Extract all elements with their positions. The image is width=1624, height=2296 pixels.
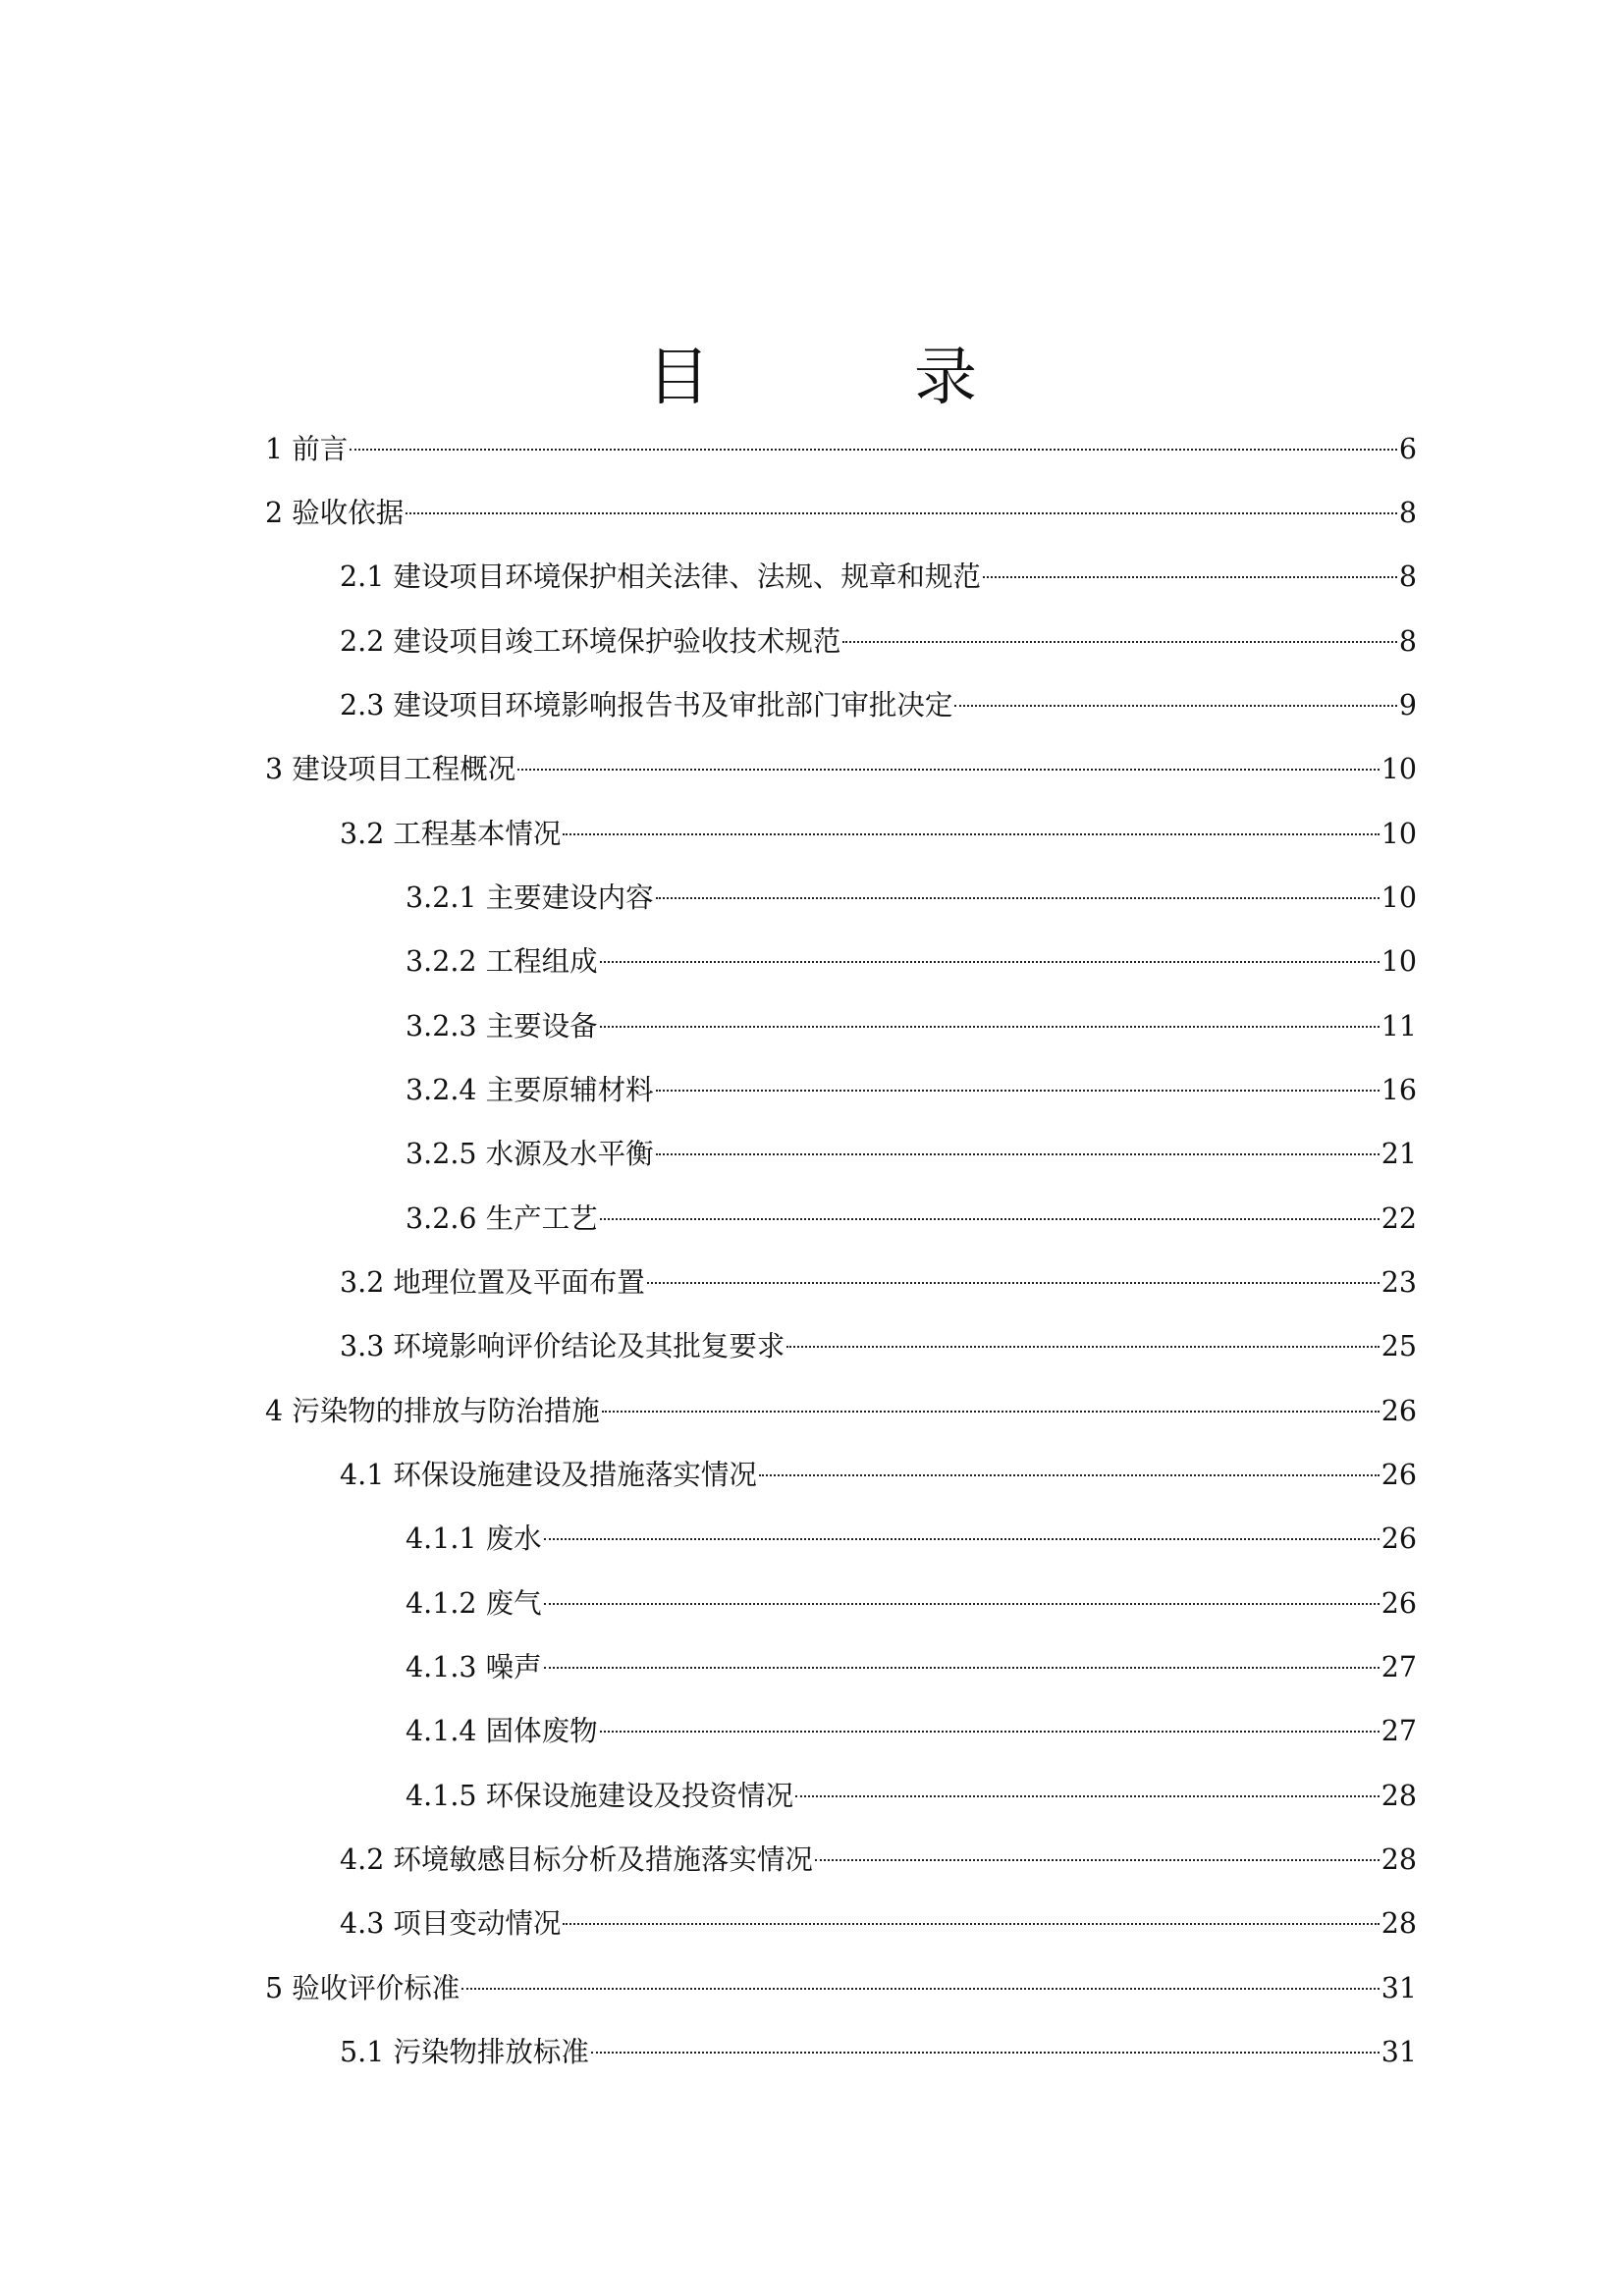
toc-entry[interactable] xyxy=(406,1065,1417,1116)
toc-page-number: 26 xyxy=(1380,1522,1417,1555)
toc-leader-dots xyxy=(983,576,1397,578)
toc-entry-label: 4.1.2 废气 xyxy=(406,1587,542,1620)
toc-leader-dots xyxy=(517,769,1380,771)
toc-page-number: 22 xyxy=(1380,1202,1417,1235)
toc-entry[interactable] xyxy=(406,936,1417,988)
toc-entry-label: 3.2.3 主要设备 xyxy=(406,1010,598,1042)
toc-entry[interactable] xyxy=(340,552,1417,603)
toc-page-number: 9 xyxy=(1398,689,1417,721)
toc-entry-label: 3.3 环境影响评价结论及其批复要求 xyxy=(340,1330,785,1362)
toc-page-number: 8 xyxy=(1398,497,1417,529)
toc-page-number: 28 xyxy=(1380,1843,1417,1876)
toc-leader-dots xyxy=(600,1731,1380,1733)
toc-entry[interactable] xyxy=(265,424,1417,475)
toc-entry-label: 4.1.3 噪声 xyxy=(406,1651,542,1683)
toc-leader-dots xyxy=(350,449,1397,451)
toc-entry[interactable] xyxy=(265,488,1417,539)
toc-entry[interactable] xyxy=(265,744,1417,795)
toc-page-number: 8 xyxy=(1398,625,1417,658)
toc-leader-dots xyxy=(842,641,1396,643)
toc-page-number: 10 xyxy=(1380,818,1417,850)
toc-leader-dots xyxy=(406,512,1397,514)
toc-page-number: 10 xyxy=(1380,753,1417,785)
toc-entry-label: 3.2.4 主要原辅材料 xyxy=(406,1074,654,1106)
toc-page-number: 16 xyxy=(1380,1074,1417,1106)
toc-leader-dots xyxy=(795,1795,1380,1797)
toc-page-number: 26 xyxy=(1380,1587,1417,1620)
toc-entry[interactable] xyxy=(406,1706,1417,1757)
toc-entry[interactable] xyxy=(406,873,1417,924)
toc-leader-dots xyxy=(563,833,1379,835)
toc-entry[interactable] xyxy=(265,1963,1417,2014)
toc-leader-dots xyxy=(602,1411,1380,1413)
toc-entry[interactable] xyxy=(406,1514,1417,1565)
toc-entry[interactable] xyxy=(406,1194,1417,1245)
toc-page-number: 25 xyxy=(1380,1330,1417,1362)
toc-entry[interactable] xyxy=(340,1450,1417,1501)
toc-page-number: 6 xyxy=(1398,433,1417,465)
toc-entry[interactable] xyxy=(406,1001,1417,1052)
toc-page-number: 27 xyxy=(1380,1715,1417,1747)
toc-entry-label: 3.2.5 水源及水平衡 xyxy=(406,1138,654,1170)
toc-leader-dots xyxy=(656,1153,1380,1155)
toc-entry-label: 2 验收依据 xyxy=(265,497,405,529)
toc-leader-dots xyxy=(544,1538,1380,1540)
toc-leader-dots xyxy=(656,1090,1380,1092)
toc-leader-dots xyxy=(759,1474,1380,1476)
toc-page-number: 21 xyxy=(1380,1138,1417,1170)
toc-entry-label: 2.3 建设项目环境影响报告书及审批部门审批决定 xyxy=(340,689,953,721)
toc-entry[interactable] xyxy=(340,1898,1417,1949)
toc-entry-label: 2.1 建设项目环境保护相关法律、法规、规章和规范 xyxy=(340,561,981,593)
toc-entry-label: 3.2 工程基本情况 xyxy=(340,818,562,850)
toc-title: 目 录 xyxy=(647,341,1048,414)
toc-entry[interactable] xyxy=(406,1642,1417,1693)
toc-leader-dots xyxy=(656,897,1380,899)
toc-entry-label: 3.2.6 生产工艺 xyxy=(406,1202,598,1235)
toc-entry[interactable] xyxy=(406,1771,1417,1822)
toc-leader-dots xyxy=(600,1218,1380,1220)
toc-page-number: 28 xyxy=(1380,1780,1417,1812)
toc-leader-dots xyxy=(600,961,1380,963)
toc-leader-dots xyxy=(591,2052,1380,2054)
toc-entry[interactable] xyxy=(340,680,1417,731)
toc-page-number: 23 xyxy=(1380,1266,1417,1299)
toc-entry[interactable] xyxy=(340,616,1417,667)
toc-entry-label: 4.3 项目变动情况 xyxy=(340,1907,562,1940)
toc-entry[interactable] xyxy=(340,809,1417,860)
toc-page-number: 10 xyxy=(1380,881,1417,914)
toc-leader-dots xyxy=(461,1988,1380,1990)
toc-page-number: 28 xyxy=(1380,1907,1417,1940)
toc-leader-dots xyxy=(600,1026,1380,1028)
toc-entry-label: 1 前言 xyxy=(265,433,349,465)
toc-page-number: 10 xyxy=(1380,945,1417,978)
toc-entry-label: 4.1.4 固体废物 xyxy=(406,1715,598,1747)
toc-page-number: 27 xyxy=(1380,1651,1417,1683)
toc-entry-label: 4 污染物的排放与防治措施 xyxy=(265,1395,600,1427)
toc-entry[interactable] xyxy=(406,1129,1417,1180)
toc-leader-dots xyxy=(815,1859,1380,1861)
toc-leader-dots xyxy=(954,705,1396,707)
toc-page-number: 26 xyxy=(1380,1395,1417,1427)
toc-entry-label: 4.1.1 废水 xyxy=(406,1522,542,1555)
toc-entry-label: 4.1.5 环保设施建设及投资情况 xyxy=(406,1780,794,1812)
toc-leader-dots xyxy=(563,1923,1379,1925)
toc-page-number: 31 xyxy=(1380,1972,1417,2004)
toc-leader-dots xyxy=(544,1603,1380,1605)
toc-entry-label: 2.2 建设项目竣工环境保护验收技术规范 xyxy=(340,625,841,658)
toc-entry-label: 5.1 污染物排放标准 xyxy=(340,2036,589,2068)
toc-leader-dots xyxy=(786,1346,1379,1348)
toc-entry-label: 3.2 地理位置及平面布置 xyxy=(340,1266,645,1299)
toc-entry[interactable] xyxy=(340,2027,1417,2078)
toc-page-number: 26 xyxy=(1380,1459,1417,1491)
toc-page-number: 8 xyxy=(1398,561,1417,593)
toc-entry-label: 3.2.1 主要建设内容 xyxy=(406,881,654,914)
toc-page-number: 31 xyxy=(1380,2036,1417,2068)
toc-entry[interactable] xyxy=(340,1321,1417,1372)
toc-leader-dots xyxy=(647,1282,1380,1284)
toc-entry[interactable] xyxy=(340,1835,1417,1886)
toc-entry-label: 5 验收评价标准 xyxy=(265,1972,460,2004)
toc-entry-label: 4.2 环境敏感目标分析及措施落实情况 xyxy=(340,1843,813,1876)
toc-leader-dots xyxy=(544,1667,1380,1669)
toc-entry-label: 4.1 环保设施建设及措施落实情况 xyxy=(340,1459,757,1491)
toc-entry-label: 3 建设项目工程概况 xyxy=(265,753,516,785)
toc-entry[interactable] xyxy=(265,1386,1417,1437)
toc-entry[interactable] xyxy=(340,1257,1417,1308)
toc-entry-label: 3.2.2 工程组成 xyxy=(406,945,598,978)
toc-page-number: 11 xyxy=(1380,1010,1417,1042)
toc-entry[interactable] xyxy=(406,1578,1417,1629)
